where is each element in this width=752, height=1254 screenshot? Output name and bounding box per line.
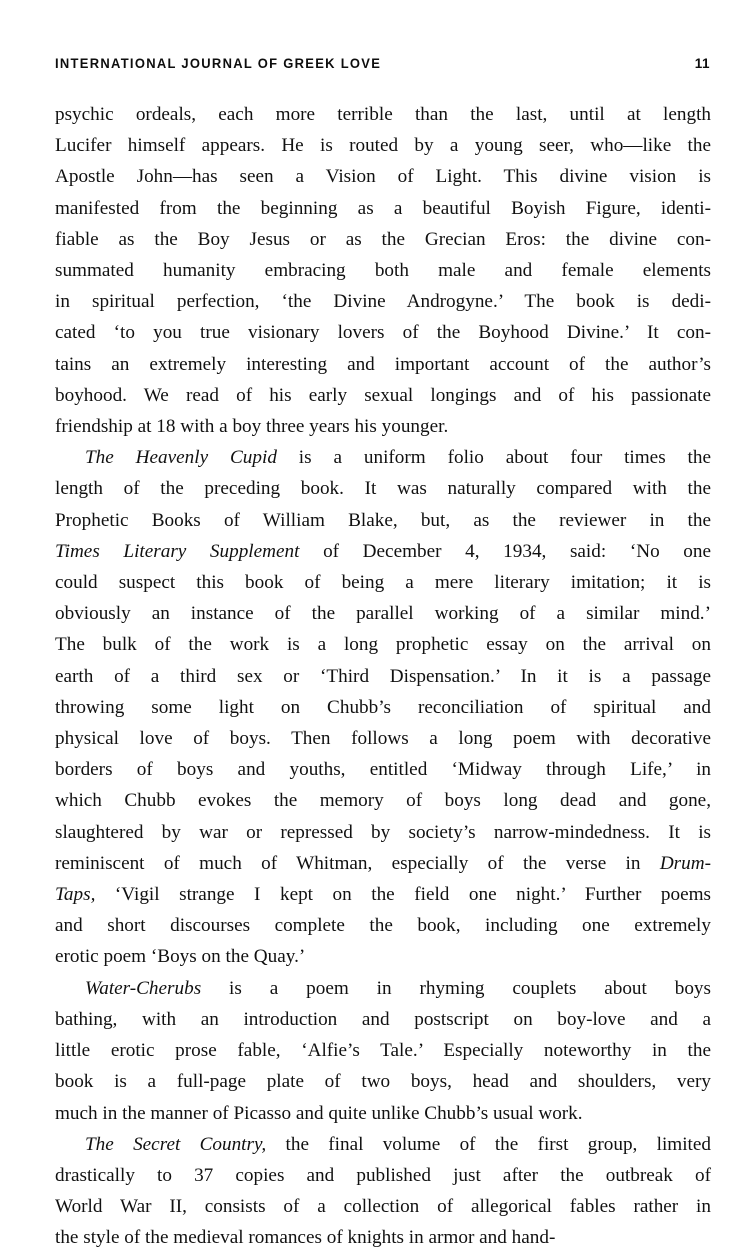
running-head [55, 56, 710, 76]
paragraph [55, 1129, 711, 1254]
page-number: 11 [694, 56, 710, 71]
paragraph [55, 442, 711, 972]
italic-title: Water-Cherubs [85, 977, 202, 999]
text-line: could suspect this book of being a mere literary imitation; it is [55, 572, 711, 594]
text-line: the style of the medieval romances of knights in armor and hand- [55, 1227, 556, 1249]
text-line: which Chubb evokes the memory of boys long dead and gone, [55, 790, 711, 812]
text-line: friendship at 18 with a boy three years his younger. [55, 416, 449, 438]
text-line: World War II, consists of a collection of allegorical fables rather in [55, 1196, 711, 1218]
running-head-title: INTERNATIONAL JOURNAL OF GREEK LOVE [55, 56, 382, 71]
text-line: The Secret Country, the final volume of the first group, limited [85, 1133, 711, 1155]
text-line: throwing some light on Chubb’s reconciliation of spiritual and [55, 696, 711, 718]
text-line: length of the preceding book. It was naturally compared with the [55, 478, 711, 500]
italic-title: Times Literary Supplement [55, 540, 300, 562]
paragraph [55, 973, 711, 1129]
text-line: Apostle John—has seen a Vision of Light. This divine vision is [55, 166, 711, 188]
text-line: little erotic prose fable, ‘Alfie’s Tale.’ Especially noteworthy in the [55, 1040, 711, 1062]
text-line: Prophetic Books of William Blake, but, as the reviewer in the [55, 509, 711, 531]
text-line: Water-Cherubs is a poem in rhyming couplets about boys [85, 977, 711, 999]
italic-title: Taps, [55, 884, 96, 906]
text-line: and short discourses complete the book, including one extremely [55, 915, 711, 937]
text-line: drastically to 37 copies and published just after the outbreak of [55, 1164, 711, 1186]
italic-title: Drum- [659, 852, 711, 874]
text-line: Taps, ‘Vigil strange I kept on the field one night.’ Further poems [55, 884, 711, 906]
paragraph [55, 99, 711, 442]
text-line: much in the manner of Picasso and quite unlike Chubb’s usual work. [55, 1102, 583, 1124]
text-line: bathing, with an introduction and postscript on boy-love and a [55, 1008, 711, 1030]
text-line: physical love of boys. Then follows a long poem with decorative [55, 728, 711, 750]
text-line: slaughtered by war or repressed by society’s narrow-mindedness. It is [55, 821, 711, 843]
text-line: fiable as the Boy Jesus or as the Grecian Eros: the divine con- [55, 228, 711, 250]
text-line: psychic ordeals, each more terrible than the last, until at length [55, 104, 711, 125]
text-line: The bulk of the work is a long prophetic essay on the arrival on [55, 634, 711, 656]
text-line: reminiscent of much of Whitman, especially of the verse in Drum- [55, 852, 711, 874]
text-line: Lucifer himself appears. He is routed by a young seer, who—like the [55, 135, 711, 157]
text-line: book is a full-page plate of two boys, head and shoulders, very [55, 1071, 711, 1093]
text-line: manifested from the beginning as a beautiful Boyish Figure, identi- [55, 197, 711, 219]
italic-title: The Secret Country, [85, 1133, 267, 1155]
text-line: The Heavenly Cupid is a uniform folio about four times the [85, 447, 711, 469]
text-line: borders of boys and youths, entitled ‘Midway through Life,’ in [55, 759, 711, 781]
text-line: tains an extremely interesting and important account of the author’s [55, 353, 711, 375]
text-line: cated ‘to you true visionary lovers of the Boyhood Divine.’ It con- [55, 322, 711, 344]
text-line: obviously an instance of the parallel working of a similar mind.’ [55, 603, 711, 625]
body-text-block [55, 99, 711, 1254]
text-line: in spiritual perfection, ‘the Divine Androgyne.’ The book is dedi- [55, 291, 711, 313]
italic-title: The Heavenly Cupid [85, 447, 277, 469]
text-line: boyhood. We read of his early sexual longings and of his passionate [55, 384, 711, 406]
text-line: Times Literary Supplement of December 4, 1934, said: ‘No one [55, 540, 711, 562]
text-line: erotic poem ‘Boys on the Quay.’ [55, 946, 306, 968]
text-line: earth of a third sex or ‘Third Dispensation.’ In it is a passage [55, 665, 711, 687]
text-line: summated humanity embracing both male and female elements [55, 260, 711, 282]
